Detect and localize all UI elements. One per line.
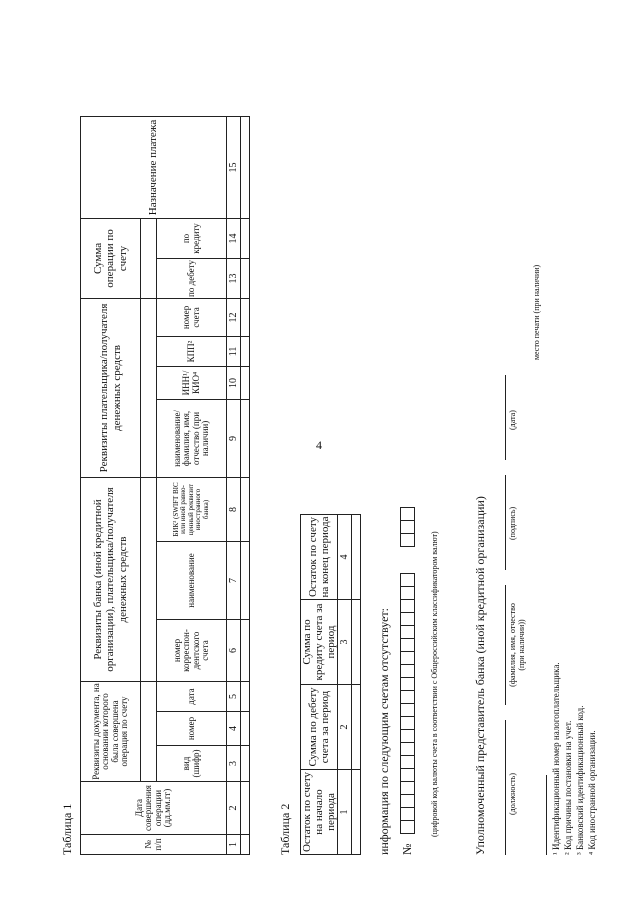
- table2-col-number: 1: [338, 770, 352, 855]
- header-bank-account: номер корреспон-дентского счета: [157, 620, 227, 682]
- header-payer-name: наименование/ фамилия, имя, отчество (при наличии): [157, 399, 227, 477]
- table1-col-number: 2: [227, 782, 241, 835]
- table1-col-number: 5: [227, 682, 241, 712]
- table2-header: Остаток по счету на конец периода: [301, 515, 338, 600]
- account-number-row: [398, 507, 416, 855]
- table1-col-number: 12: [227, 298, 241, 336]
- table2-col-number: 2: [338, 685, 352, 770]
- header-sum-credit: по кредиту: [157, 218, 227, 258]
- stamp-note: место печати (при наличии): [532, 264, 541, 360]
- table1-col-number: 11: [227, 336, 241, 366]
- table1-col-number: 8: [227, 477, 241, 541]
- header-doc-type: вид (шифр): [157, 746, 227, 782]
- position-line: [505, 720, 506, 855]
- table1-col-number: 4: [227, 712, 241, 746]
- footnote-item: ⁴ Код иностранной организации.: [587, 730, 597, 855]
- table1-empty-row: [241, 116, 250, 854]
- table2-empty-row: [352, 515, 361, 855]
- footnote-item: ³ Банковский идентификационный код.: [575, 705, 585, 855]
- table1-col-number: 9: [227, 399, 241, 477]
- table2-caption: Таблица 2: [278, 803, 292, 855]
- table1-col-number: 6: [227, 620, 241, 682]
- header-np: № п/п: [81, 835, 227, 855]
- footnote-item: ¹ Идентификационный номер налогоплательщика.: [551, 662, 561, 855]
- header-bank-group: Реквизиты банка (иной кредитной организации), плательщика/получателя денежных средств: [81, 477, 141, 681]
- name-line: [505, 585, 506, 705]
- table1-col-number: 13: [227, 258, 241, 298]
- header-payer-account: номер счета: [157, 298, 227, 336]
- footnote-item: ² Код причины постановки на учет.: [563, 720, 573, 855]
- header-purpose: Назначение платежа: [81, 116, 227, 218]
- table1-col-number: 1: [227, 835, 241, 855]
- table2-col-number: 4: [338, 515, 352, 600]
- table2-col-number: 3: [338, 600, 352, 685]
- name-label: (фамилия, имя, отчество (при наличии)): [508, 603, 526, 687]
- date-label: (дата): [508, 410, 517, 430]
- header-payer-group: Реквизиты плательщика/получателя денежных средств: [81, 298, 141, 477]
- header-sum-group: Сумма операции по счету: [81, 218, 141, 298]
- header-sum-debit: по дебету: [157, 258, 227, 298]
- representative-text: Уполномоченный представитель банка (иной кредитной организации): [473, 496, 487, 855]
- header-payer-kpp: КПП²: [157, 336, 227, 366]
- table1: [80, 116, 250, 855]
- position-label: (должность): [508, 773, 517, 815]
- table1-col-number: 3: [227, 746, 241, 782]
- table1-col-number: 14: [227, 218, 241, 258]
- header-bank-name: наименование: [157, 542, 227, 620]
- footnotes: [550, 662, 598, 855]
- table2: [300, 514, 361, 855]
- signature-label: (подпись): [508, 506, 517, 540]
- table1-col-number: 15: [227, 116, 241, 218]
- info-text: информация по следующим счетам отсутствует:: [377, 608, 391, 855]
- number-sign: №: [400, 843, 414, 855]
- header-doc-group: Реквизиты документа, на основании которого была совершена операция по счету: [81, 682, 141, 782]
- header-doc-number: номер: [157, 712, 227, 746]
- signature-line: [505, 475, 506, 570]
- header-doc-date: дата: [157, 682, 227, 712]
- table1-col-number: 10: [227, 366, 241, 399]
- header-payer-inn: ИНН¹/ КИО⁴: [157, 366, 227, 399]
- table1-col-number: 7: [227, 542, 241, 620]
- table2-header: Сумма по дебету счета за период: [301, 685, 338, 770]
- date-line: [505, 375, 506, 460]
- footnote-separator: [546, 775, 547, 855]
- table1-caption: Таблица 1: [60, 803, 74, 855]
- table2-header: Сумма по кредиту счета за период: [301, 600, 338, 685]
- header-date: Дата совершения операции (дд.мм.гг): [81, 782, 227, 835]
- table2-header: Остаток по счету на начало периода: [301, 770, 338, 855]
- currency-note: (цифровой код валюты счета в соответствии с Общероссийским классификатором валют): [430, 531, 439, 837]
- page-number: 4: [316, 438, 322, 452]
- header-bank-bik: БИК³ (SWIFT BIC или иной равно-ценный реквизит иностранного банка): [157, 477, 227, 541]
